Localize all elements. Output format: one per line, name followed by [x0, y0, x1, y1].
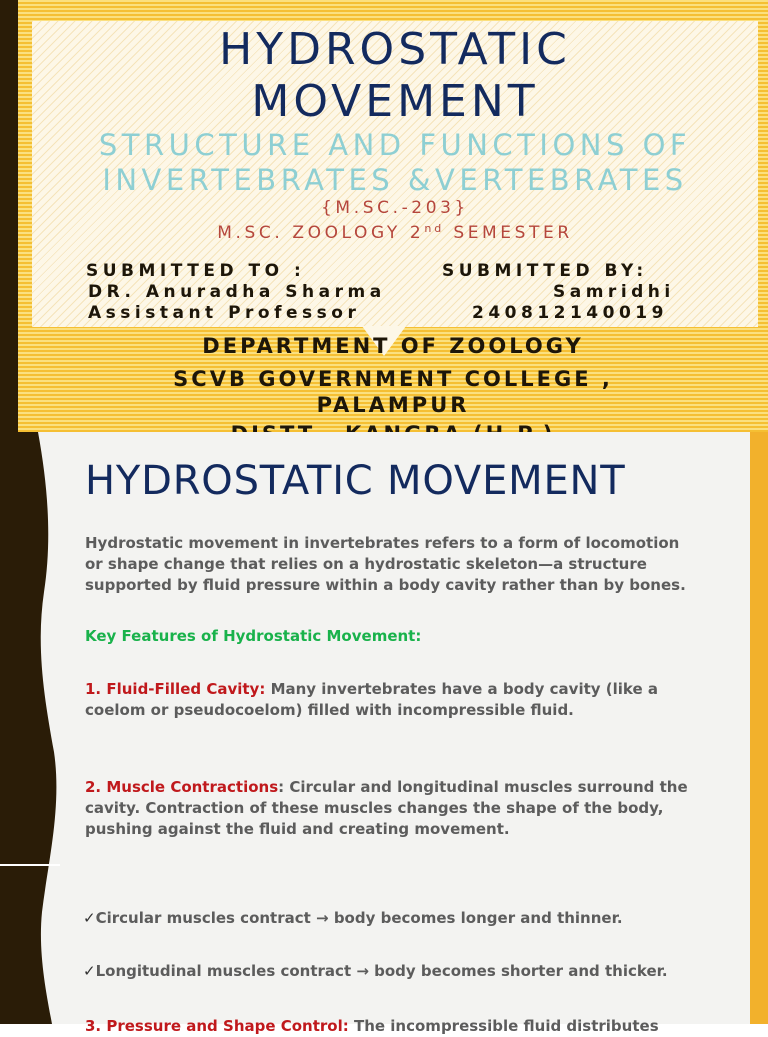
- semester-prefix: M.SC. ZOOLOGY 2: [217, 223, 425, 243]
- content-slide: [0, 432, 768, 1035]
- intro-line2: or shape change that relies on a hydrostatic skeleton—a structure: [85, 555, 647, 573]
- feature-2-colon: :: [278, 778, 285, 796]
- submitted-by-name: Samridhi: [553, 282, 675, 302]
- submitted-to-role: Assistant Professor: [88, 303, 361, 323]
- intro-line3: supported by fluid pressure within a body cavity rather than by bones.: [85, 576, 686, 594]
- semester-suffix: SEMESTER: [453, 223, 573, 243]
- feature-1-line2: coelom or pseudocoelom) filled with incompressible fluid.: [85, 701, 574, 719]
- checkmark-icon: ✓: [83, 962, 96, 980]
- intro-paragraph: [85, 533, 735, 596]
- slide-subtitle: [32, 128, 758, 198]
- feature-2-line3: pushing against the fluid and creating movement.: [85, 820, 510, 838]
- bullet-circular-muscles: [83, 908, 733, 929]
- college-name-line2: PALAMPUR: [316, 393, 470, 417]
- feature-1-line1: Many invertebrates have a body cavity (like a: [265, 680, 658, 698]
- submitted-by-id: 240812140019: [472, 303, 668, 323]
- feature-3-line1: The incompressible fluid distributes: [348, 1017, 659, 1035]
- feature-2-line1: Circular and longitudinal muscles surround the: [284, 778, 688, 796]
- slide-subtitle-line2: INVERTEBRATES &VERTEBRATES: [102, 163, 688, 197]
- feature-3: [85, 1016, 735, 1037]
- left-dark-bar: [0, 0, 18, 432]
- submitted-by-label: SUBMITTED BY:: [442, 261, 648, 281]
- feature-1-heading: 1. Fluid-Filled Cavity:: [85, 680, 266, 698]
- submitted-to-name: DR. Anuradha Sharma: [88, 282, 386, 302]
- key-features-heading: Key Features of Hydrostatic Movement:: [85, 627, 422, 645]
- semester-line: [32, 219, 758, 243]
- slide-title-line2: MOVEMENT: [251, 76, 539, 127]
- feature-3-heading: 3. Pressure and Shape Control:: [85, 1017, 349, 1035]
- content-title: HYDROSTATIC MOVEMENT: [85, 458, 626, 504]
- bullet-circular-text: Circular muscles contract → body becomes longer and thinner.: [95, 909, 623, 927]
- slide-divider: [0, 864, 60, 866]
- feature-2-heading: 2. Muscle Contractions: [85, 778, 279, 796]
- course-code: {M.SC.-203}: [321, 198, 469, 218]
- college-name-line1: SCVB GOVERNMENT COLLEGE ,: [173, 367, 613, 391]
- submitted-to-label: SUBMITTED TO :: [86, 261, 306, 281]
- right-accent-bar: [750, 432, 768, 1024]
- slide-subtitle-line1: STRUCTURE AND FUNCTIONS OF: [98, 128, 692, 162]
- feature-2: [85, 777, 735, 840]
- title-slide: [0, 0, 768, 432]
- checkmark-icon: ✓: [83, 909, 96, 927]
- bullet-longitudinal-muscles: [83, 961, 733, 982]
- slide-title: [32, 24, 758, 128]
- left-wavy-bar: [0, 432, 60, 1024]
- department-name: DEPARTMENT OF ZOOLOGY: [202, 334, 584, 358]
- feature-1: [85, 679, 735, 721]
- intro-line1: Hydrostatic movement in invertebrates refers to a form of locomotion: [85, 534, 680, 552]
- semester-ordinal: nd: [424, 222, 445, 235]
- bullet-longitudinal-text: Longitudinal muscles contract → body becomes shorter and thicker.: [95, 962, 668, 980]
- feature-2-line2: cavity. Contraction of these muscles changes the shape of the body,: [85, 799, 664, 817]
- slide-title-line1: HYDROSTATIC: [219, 24, 571, 75]
